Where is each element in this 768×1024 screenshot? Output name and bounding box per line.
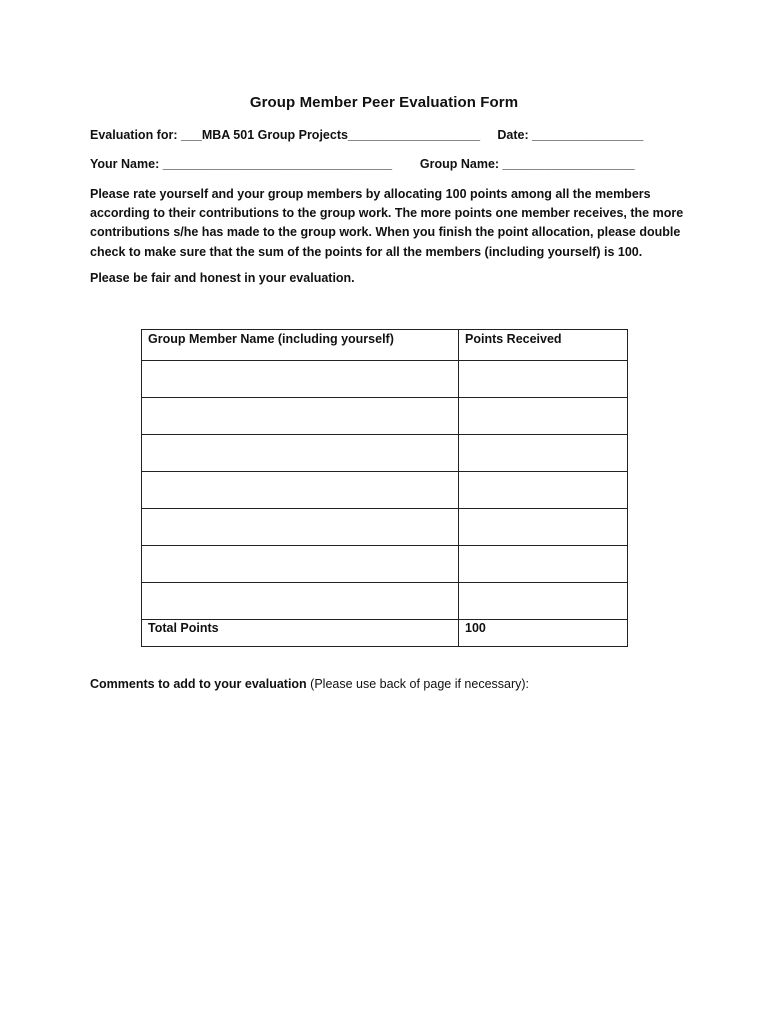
- member-name-cell[interactable]: [142, 472, 459, 509]
- table-header-row: [142, 330, 628, 361]
- points-table: [141, 329, 628, 647]
- total-row: [142, 620, 628, 647]
- table-row: [142, 398, 628, 435]
- member-name-cell[interactable]: [142, 435, 459, 472]
- instructions-paragraph: Please rate yourself and your group members by allocating 100 points among all the members according to their contributions to the group work. The more points one member receives, the more contributions s/he has made to the group work. When you finish the point allocation, please double check to make sure that the sum of the points for all the members (including yourself) is 100.: [90, 187, 684, 259]
- table-row: [142, 361, 628, 398]
- points-cell[interactable]: [459, 583, 628, 620]
- member-name-cell[interactable]: [142, 398, 459, 435]
- points-cell[interactable]: [459, 509, 628, 546]
- comments-label-bold: Comments to add to your evaluation: [90, 677, 307, 691]
- header-member-name: Group Member Name (including yourself): [142, 330, 459, 361]
- table-row: [142, 472, 628, 509]
- comments-label-note: (Please use back of page if necessary):: [306, 677, 530, 691]
- points-cell[interactable]: [459, 472, 628, 509]
- member-name-cell[interactable]: [142, 583, 459, 620]
- member-name-cell[interactable]: [142, 509, 459, 546]
- fairness-note: Please be fair and honest in your evaluation.: [90, 271, 355, 285]
- evaluation-for-line: Evaluation for: ___MBA 501 Group Projects___________________ Date: ________________: [90, 128, 644, 142]
- total-points-value: 100: [459, 620, 628, 647]
- member-name-cell[interactable]: [142, 361, 459, 398]
- form-title: Group Member Peer Evaluation Form: [249, 94, 519, 111]
- points-cell[interactable]: [459, 546, 628, 583]
- name-fields-line: Your Name: _________________________________ Group Name: ___________________: [90, 157, 635, 171]
- total-points-label: Total Points: [142, 620, 459, 647]
- table-row: [142, 509, 628, 546]
- points-cell[interactable]: [459, 361, 628, 398]
- table-row: [142, 583, 628, 620]
- points-cell[interactable]: [459, 398, 628, 435]
- table-row: [142, 546, 628, 583]
- points-cell[interactable]: [459, 435, 628, 472]
- header-points-received: Points Received: [459, 330, 628, 361]
- table-row: [142, 435, 628, 472]
- comments-label: [90, 677, 529, 691]
- member-name-cell[interactable]: [142, 546, 459, 583]
